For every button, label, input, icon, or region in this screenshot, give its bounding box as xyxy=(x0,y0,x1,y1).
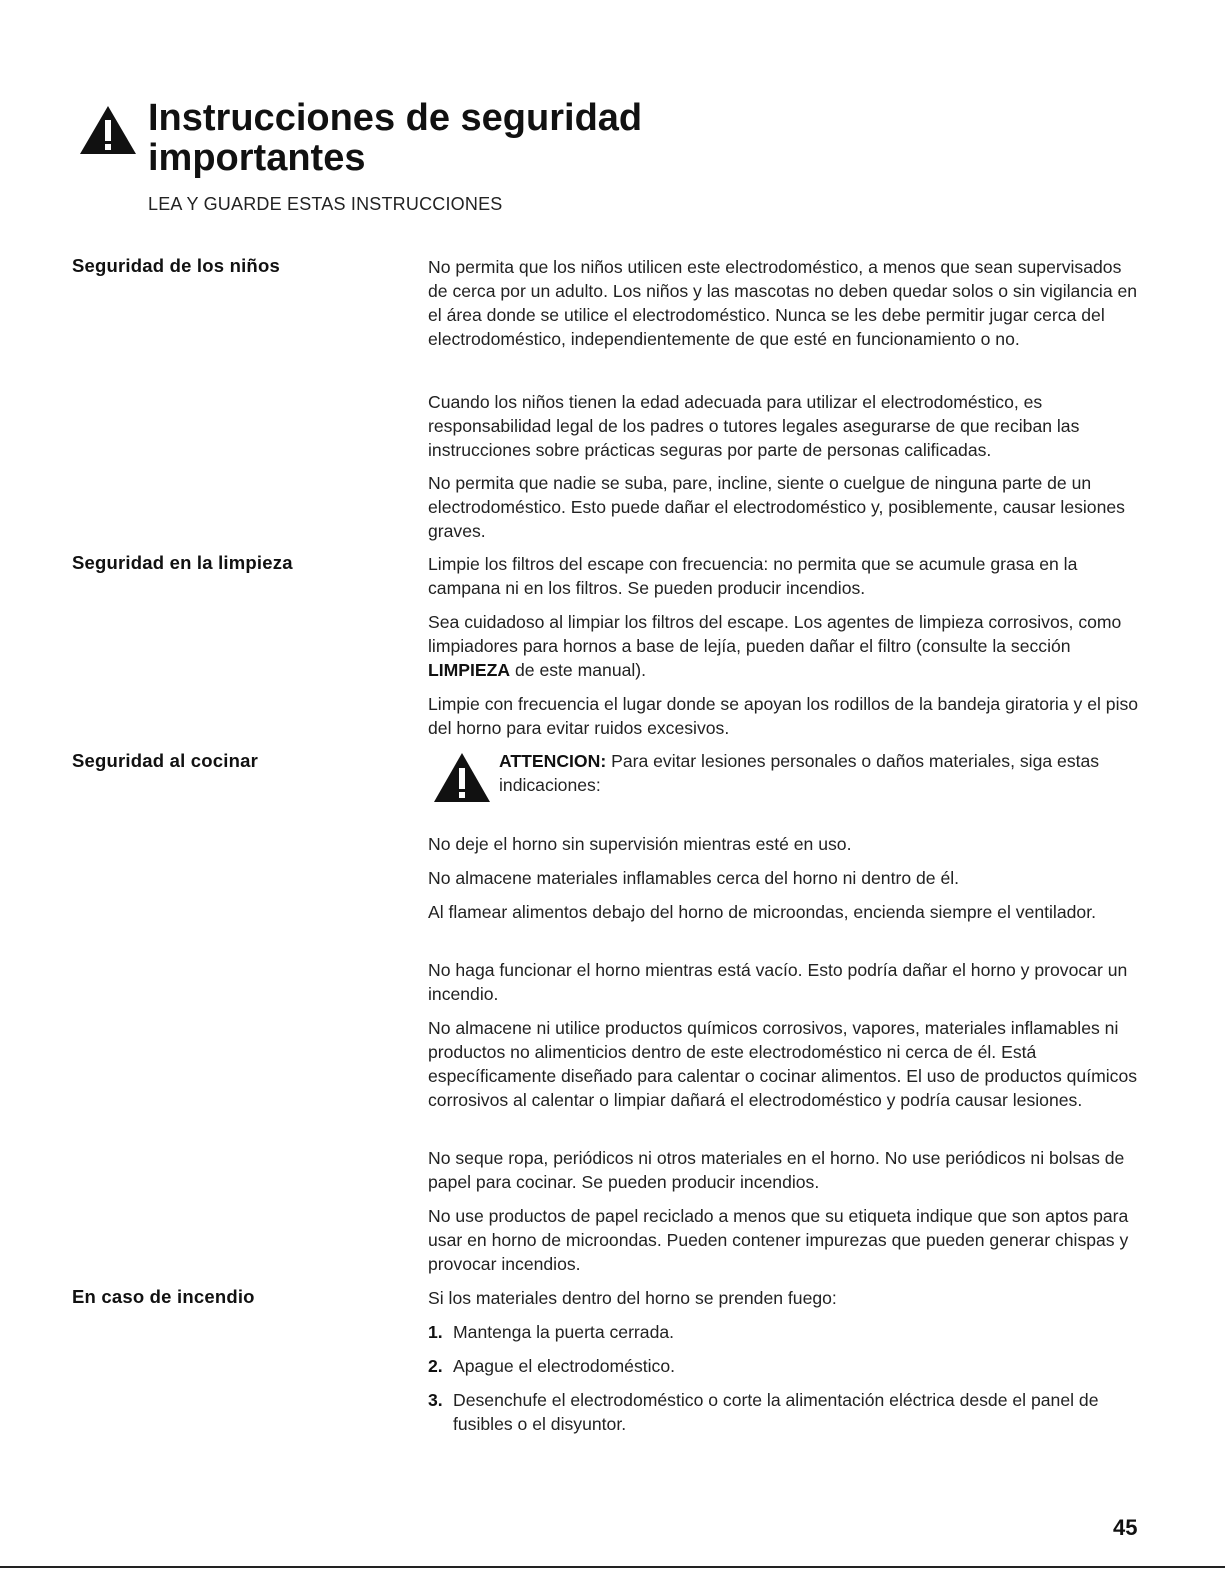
cleaning-safety-paragraph-2-after: de este manual). xyxy=(510,660,647,680)
attention-label: ATTENCION: xyxy=(499,751,607,771)
step-number: 1. xyxy=(428,1322,443,1342)
section-label-cleaning-safety: Seguridad en la limpieza xyxy=(72,552,293,573)
fire-intro: Si los materiales dentro del horno se prenden fuego: xyxy=(428,1288,837,1308)
warning-triangle-icon xyxy=(432,751,492,804)
step-text: Apague el electrodoméstico. xyxy=(453,1356,676,1376)
cooking-safety-paragraph-7: No use productos de papel reciclado a menos que su etiqueta indique que son aptos para usar en horno de microondas. Pueden contener impurezas que pueden generar chispas y provocar incendios. xyxy=(428,1206,1129,1274)
page-subtitle: LEA Y GUARDE ESTAS INSTRUCCIONES xyxy=(148,194,503,214)
cleaning-section-reference: LIMPIEZA xyxy=(428,660,511,680)
child-safety-paragraph-3: No permita que nadie se suba, pare, incline, siente o cuelgue de ninguna parte de un electrodoméstico. Esto puede dañar el electrodoméstico y, posiblemente, causar lesiones graves. xyxy=(428,473,1125,541)
step-text: Mantenga la puerta cerrada. xyxy=(453,1322,675,1342)
attention-note xyxy=(499,749,1139,797)
cooking-safety-paragraph-5: No almacene ni utilice productos químicos corrosivos, vapores, materiales inflamables ni productos no alimenticios dentro de este electrodoméstico ni cerca de él. Está específicamente diseñado para calentar o cocinar alimentos. El uso de productos químicos corrosivos al calentar o limpiar dañará el electrodoméstico y podría causar lesiones. xyxy=(428,1018,1138,1110)
cleaning-safety-paragraph-2-before: Sea cuidadoso al limpiar los filtros del escape. Los agentes de limpieza corrosivos, como limpiadores para hornos a base de lejía, pueden dañar el filtro (consulte la sección xyxy=(428,612,1122,656)
section-label-cooking-safety: Seguridad al cocinar xyxy=(72,750,258,771)
child-safety-paragraph-1: No permita que los niños utilicen este electrodoméstico, a menos que sean supervisados de cerca por un adulto. Los niños y las mascotas no deben quedar solos o sin vigilancia en el área donde se utilice el electrodoméstico. Nunca se les debe permitir jugar cerca del electrodoméstico, independientemente de que esté en funcionamiento o no. xyxy=(428,257,1138,349)
attention-text: Para evitar lesiones personales o daños materiales, siga estas indicaciones: xyxy=(499,751,1100,795)
cooking-safety-paragraph-3: Al flamear alimentos debajo del horno de microondas, encienda siempre el ventilador. xyxy=(428,902,1096,922)
cleaning-safety-paragraph-1: Limpie los filtros del escape con frecuencia: no permita que se acumule grasa en la campana ni en los filtros. Se pueden producir incendios. xyxy=(428,554,1078,598)
page-title xyxy=(148,98,848,178)
page-title-line2: importantes xyxy=(148,137,366,179)
bottom-rule xyxy=(0,1566,1225,1568)
cooking-safety-paragraph-4: No haga funcionar el horno mientras está vacío. Esto podría dañar el horno y provocar un incendio. xyxy=(428,960,1128,1004)
child-safety-paragraph-2: Cuando los niños tienen la edad adecuada para utilizar el electrodoméstico, es responsabilidad legal de los padres o tutores legales asegurarse de que reciban las instrucciones sobre prácticas seguras por parte de personas calificadas. xyxy=(428,392,1080,460)
cleaning-safety-paragraph-3: Limpie con frecuencia el lugar donde se apoyan los rodillos de la bandeja giratoria y el piso del horno para evitar ruidos excesivos. xyxy=(428,694,1139,738)
step-number: 2. xyxy=(428,1356,443,1376)
step-number: 3. xyxy=(428,1390,443,1410)
warning-triangle-icon xyxy=(78,104,138,156)
cooking-safety-paragraph-2: No almacene materiales inflamables cerca del horno ni dentro de él. xyxy=(428,868,960,888)
page-title-line1: Instrucciones de seguridad xyxy=(148,97,643,139)
cooking-safety-paragraph-6: No seque ropa, periódicos ni otros materiales en el horno. No use periódicos ni bolsas de papel para cocinar. Se pueden producir incendios. xyxy=(428,1148,1125,1192)
page-number: 45 xyxy=(1113,1515,1138,1540)
cooking-safety-paragraph-1: No deje el horno sin supervisión mientras esté en uso. xyxy=(428,834,852,854)
section-label-child-safety: Seguridad de los niños xyxy=(72,255,280,276)
step-text: Desenchufe el electrodoméstico o corte la alimentación eléctrica desde el panel de fusibles o el disyuntor. xyxy=(453,1390,1099,1434)
section-label-fire: En caso de incendio xyxy=(72,1286,255,1307)
cleaning-safety-paragraph-2 xyxy=(428,610,1143,682)
